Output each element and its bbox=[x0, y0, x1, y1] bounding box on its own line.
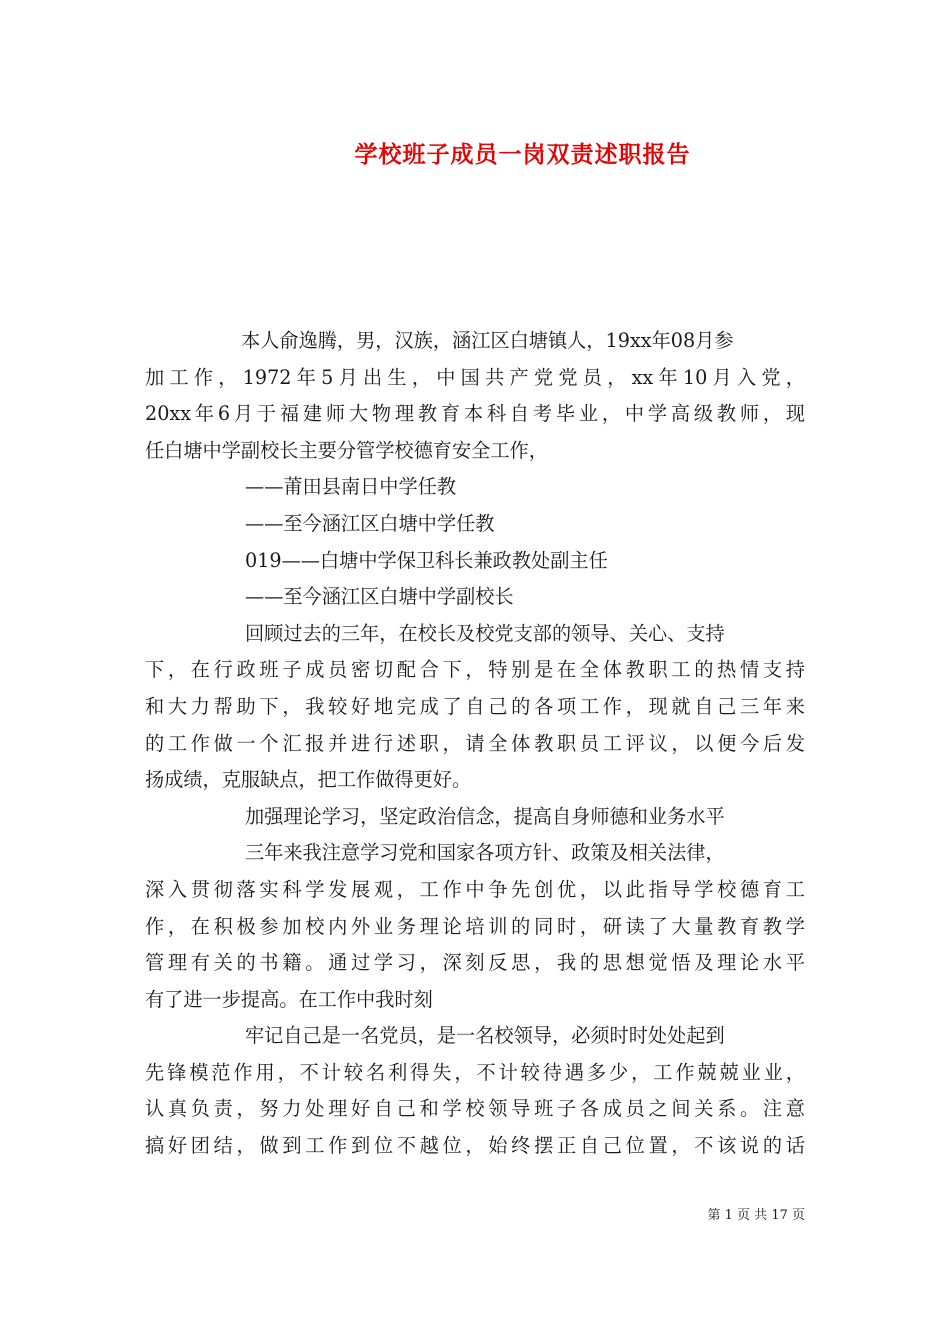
paragraph-line: 20xx年6月于福建师大物理教育本科自考毕业，中学高级教师，现 bbox=[145, 402, 805, 426]
timeline-line: ——至今涵江区白塘中学任教 bbox=[245, 511, 495, 535]
paragraph-line: 管理有关的书籍。通过学习，深刻反思，我的思想觉悟及理论水平 bbox=[145, 951, 805, 975]
paragraph-line: 牢记自己是一名党员，是一名校领导，必须时时处处起到 bbox=[245, 1024, 725, 1048]
document-body bbox=[145, 323, 805, 1165]
timeline-line: 019——白塘中学保卫科长兼政教处副主任 bbox=[245, 548, 608, 572]
paragraph-line: 加工作，1972年5月出生，中国共产党党员，xx年10月入党， bbox=[145, 365, 805, 389]
timeline-line: ——至今涵江区白塘中学副校长 bbox=[245, 585, 514, 609]
paragraph-line: 下，在行政班子成员密切配合下，特别是在全体教职工的热情支持 bbox=[145, 658, 805, 682]
paragraph-line: 任白塘中学副校长主要分管学校德育安全工作， bbox=[145, 438, 548, 462]
paragraph-line: 本人俞逸腾，男，汉族，涵江区白塘镇人，19xx年08月参 bbox=[241, 329, 734, 352]
paragraph-line: 回顾过去的三年，在校长及校党支部的领导、关心、支持 bbox=[245, 621, 725, 645]
paragraph-line: 三年来我注意学习党和国家各项方针、政策及相关法律， bbox=[245, 841, 725, 865]
document-title: 学校班子成员一岗双责述职报告 bbox=[354, 141, 691, 168]
timeline-line: ——莆田县南日中学任教 bbox=[245, 475, 457, 499]
paragraph-line: 的工作做一个汇报并进行述职，请全体教职员工评议，以便今后发 bbox=[145, 731, 805, 755]
paragraph-line: 有了进一步提高。在工作中我时刻 bbox=[145, 987, 433, 1011]
section-heading: 加强理论学习，坚定政治信念，提高自身师德和业务水平 bbox=[245, 804, 725, 828]
page-number: 第 1 页 共 17 页 bbox=[707, 1208, 805, 1223]
paragraph-line: 扬成绩，克服缺点，把工作做得更好。 bbox=[145, 768, 472, 792]
paragraph-line: 作，在积极参加校内外业务理论培训的同时，研读了大量教育教学 bbox=[145, 914, 805, 938]
paragraph-line: 搞好团结，做到工作到位不越位，始终摆正自己位置，不该说的话 bbox=[145, 1134, 805, 1158]
paragraph-line: 先锋模范作用，不计较名利得失，不计较待遇多少，工作兢兢业业， bbox=[145, 1060, 805, 1084]
paragraph-line: 和大力帮助下，我较好地完成了自己的各项工作，现就自己三年来 bbox=[145, 694, 805, 718]
paragraph-line: 认真负责，努力处理好自己和学校领导班子各成员之间关系。注意 bbox=[145, 1097, 805, 1121]
paragraph-line: 深入贯彻落实科学发展观，工作中争先创优，以此指导学校德育工 bbox=[145, 877, 805, 901]
